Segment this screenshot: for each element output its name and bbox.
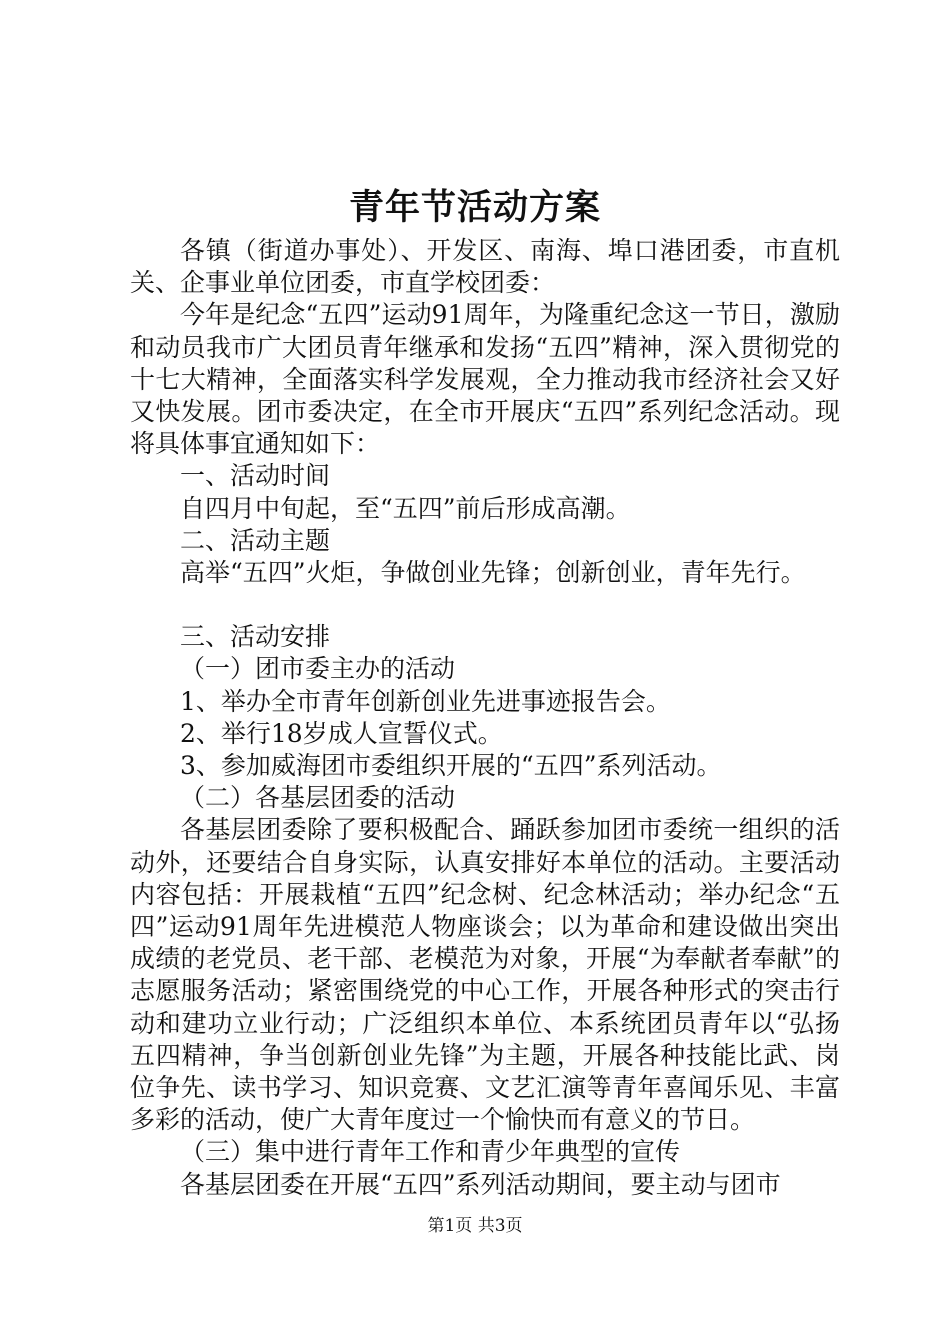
heading-activity-theme: 二、活动主题 bbox=[180, 525, 331, 555]
list-item-2: 2、举行18岁成人宣誓仪式。 bbox=[180, 718, 503, 748]
heading-activity-arrangement: 三、活动安排 bbox=[180, 622, 331, 652]
paragraph-publicity: 各基层团委在开展“五四”系列活动期间，要主动与团市 bbox=[180, 1169, 781, 1199]
heading-activity-time: 一、活动时间 bbox=[180, 461, 331, 491]
paragraph-intro: 今年是纪念“五四”运动91周年，为隆重纪念这一节日，激励和动员我市广大团员青年继承和发扬“五四”精神，深入贯彻党的十七大精神，全面落实科学发展观，全力推动我市经济社会又好又快发展。团市委决定，在全市开展庆“五四”系列纪念活动。现将具体事宜通知如下： bbox=[130, 300, 840, 459]
paragraph-grassroots: 各基层团委除了要积极配合、踊跃参加团市委统一组织的活动外，还要结合自身实际，认真安排好本单位的活动。主要活动内容包括：开展栽植“五四”纪念树、纪念林活动；举办纪念“五四”运动91周年先进模范人物座谈会；以为革命和建设做出突出成绩的老党员、老干部、老模范为对象，开展“为奉献者奉献”的志愿服务活动；紧密围绕党的中心工作，开展各种形式的突击行动和建功立业行动；广泛组织本单位、本系统团员青年以“弘扬五四精神，争当创新创业先锋”为主题，开展各种技能比武、岗位争先、读书学习、知识竞赛、文艺汇演等青年喜闻乐见、丰富多彩的活动，使广大青年度过一个愉快而有意义的节日。 bbox=[130, 815, 840, 1135]
paragraph-activity-time: 自四月中旬起，至“五四”前后形成高潮。 bbox=[180, 493, 631, 523]
paragraph-activity-theme: 高举“五四”火炬，争做创业先锋；创新创业，青年先行。 bbox=[180, 558, 806, 588]
spacer bbox=[130, 589, 840, 621]
subheading-city-committee: （一）团市委主办的活动 bbox=[180, 654, 456, 684]
subheading-grassroots: （二）各基层团委的活动 bbox=[180, 783, 456, 813]
list-item-1: 1、举办全市青年创新创业先进事迹报告会。 bbox=[180, 686, 671, 716]
paragraph-addressee: 各镇（街道办事处）、开发区、南海、埠口港团委，市直机关、企事业单位团委，市直学校团委： bbox=[130, 236, 840, 298]
list-item-3: 3、参加威海团市委组织开展的“五四”系列活动。 bbox=[180, 751, 722, 781]
subheading-publicity: （三）集中进行青年工作和青少年典型的宣传 bbox=[180, 1137, 681, 1167]
document-body bbox=[130, 235, 840, 1201]
page-footer: 第1页 共3页 bbox=[427, 1216, 523, 1236]
document-title: 青年节活动方案 bbox=[348, 188, 601, 228]
